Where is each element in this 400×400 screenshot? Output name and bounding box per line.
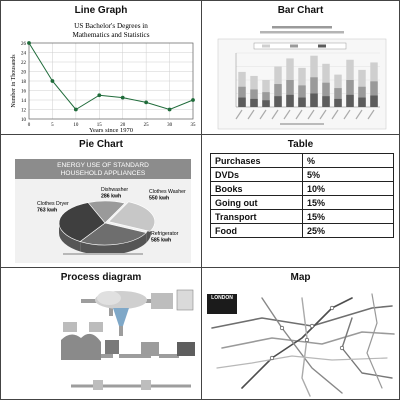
- table-title: Table: [287, 139, 314, 150]
- pie-slice-label: Dishwasher: [101, 187, 129, 193]
- station-marker: [305, 338, 309, 342]
- x-tick-label: 5: [51, 123, 54, 128]
- bar-low-segment: [370, 96, 377, 107]
- station-marker: [340, 346, 344, 350]
- table-cell-value: 10%: [303, 182, 394, 196]
- london-logo-text: LONDON: [211, 295, 233, 301]
- x-tick-label: 25: [143, 123, 149, 128]
- bar-low-segment: [310, 94, 317, 108]
- landscape-icon: [61, 334, 101, 360]
- table-cell-value: 15%: [303, 196, 394, 210]
- y-tick-label: 20: [21, 70, 26, 76]
- x-tick-label: 20: [120, 123, 126, 128]
- station-marker: [310, 324, 314, 328]
- pie-chart-panel: [0, 134, 202, 268]
- table-cell-value: 5%: [303, 168, 394, 182]
- transit-map: [202, 268, 399, 399]
- table-cell-label: Purchases: [211, 154, 303, 168]
- process-title: Process diagram: [60, 272, 142, 283]
- y-tick-label: 22: [21, 60, 26, 66]
- figure-title-block: [272, 26, 332, 29]
- figure-footnote-block: [280, 123, 324, 125]
- pie-slice-value: 763 kwh: [37, 207, 58, 214]
- bar-low-segment: [274, 96, 281, 107]
- bar-low-segment: [238, 98, 245, 107]
- x-tick-label: 35: [190, 123, 196, 128]
- data-point: [168, 108, 172, 112]
- legend-swatch: [290, 45, 298, 48]
- y-axis-label: Number in Thousands: [11, 54, 17, 108]
- legend-swatch: [262, 45, 270, 48]
- map-panel: [201, 267, 400, 400]
- pie-chart-title: Pie Chart: [79, 139, 123, 150]
- bar-low-segment: [322, 96, 329, 107]
- map-line: [242, 298, 352, 388]
- table-cell-label: Food: [211, 224, 303, 238]
- data-point: [121, 96, 125, 100]
- map-line: [212, 306, 392, 328]
- table-cell-label: Transport: [211, 210, 303, 224]
- table-row: [211, 196, 394, 210]
- table-panel: [201, 134, 400, 268]
- data-point: [191, 98, 195, 102]
- bar-low-segment: [286, 95, 293, 107]
- map-line: [302, 298, 310, 396]
- table-cell-label: Going out: [211, 196, 303, 210]
- chart-title: Mathematics and Statistics: [72, 31, 150, 39]
- y-tick-label: 12: [21, 108, 26, 114]
- x-tick-label: 0: [27, 123, 31, 128]
- x-tick-label: 30: [167, 123, 173, 128]
- data-point: [51, 79, 55, 83]
- station-marker: [330, 306, 334, 310]
- bar-chart: [202, 1, 399, 134]
- pie-slice-label: Clothes Dryer: [37, 201, 69, 207]
- line-graph-title: Line Graph: [74, 5, 128, 16]
- station-marker: [270, 356, 274, 360]
- pie-slice-label: Refrigerator: [151, 231, 179, 237]
- x-axis-label: Years since 1970: [88, 127, 134, 134]
- pie-slice-value: 550 kwh: [149, 195, 170, 202]
- purchases-table: [210, 153, 394, 238]
- map-title: Map: [290, 272, 311, 283]
- table-row: [211, 210, 394, 224]
- y-tick-label: 10: [21, 117, 26, 123]
- funnel-icon: [113, 308, 129, 326]
- bar-low-segment: [250, 99, 257, 107]
- bar-chart-panel: [201, 0, 400, 135]
- table-cell-value: 25%: [303, 224, 394, 238]
- chart-title: US Bachelor's Degrees in: [74, 22, 148, 30]
- pie-chart: [1, 135, 201, 267]
- data-point: [97, 93, 101, 97]
- x-tick-label: 15: [96, 123, 102, 128]
- bar-low-segment: [298, 98, 305, 107]
- pie-slice-label: Clothes Washer: [149, 189, 186, 195]
- pie-title: HOUSEHOLD APPLIANCES: [60, 170, 146, 177]
- table-row: [211, 154, 394, 168]
- pie-footnote-block: [63, 253, 143, 255]
- y-tick-label: 24: [21, 51, 26, 57]
- pie-slice-value: 286 kwh: [101, 193, 122, 200]
- bar-low-segment: [262, 100, 269, 107]
- line-graph-panel: [0, 0, 202, 135]
- y-tick-label: 26: [21, 41, 26, 47]
- table-row: [211, 224, 394, 238]
- y-tick-label: 18: [21, 79, 26, 85]
- building-icon: [151, 293, 173, 309]
- y-tick-label: 16: [21, 89, 26, 95]
- figure-subtitle-block: [260, 31, 344, 34]
- bar-chart-title: Bar Chart: [277, 5, 324, 16]
- table-row: [211, 182, 394, 196]
- storage-block-icon: [177, 342, 195, 356]
- bar-low-segment: [358, 98, 365, 107]
- process-diagram: [1, 268, 201, 399]
- station-marker: [280, 326, 284, 330]
- bar-low-segment: [346, 95, 353, 107]
- pie-slice-value: 585 kwh: [151, 237, 172, 244]
- pie-title: ENERGY USE OF STANDARD: [57, 162, 149, 169]
- data-point: [144, 100, 148, 104]
- map-line: [342, 318, 392, 378]
- sensor-icon: [63, 322, 77, 332]
- table-cell-value: 15%: [303, 210, 394, 224]
- line-chart: [1, 1, 201, 134]
- bar-low-segment: [334, 99, 341, 107]
- table-row: [211, 168, 394, 182]
- table-cell-label: Books: [211, 182, 303, 196]
- series-line: [29, 43, 193, 110]
- x-tick-label: 10: [73, 123, 79, 128]
- data-point: [74, 108, 78, 112]
- table-cell-label: DVDs: [211, 168, 303, 182]
- bottles-icon: [177, 290, 193, 310]
- y-tick-label: 14: [21, 98, 26, 104]
- process-panel: [0, 267, 202, 400]
- map-line: [217, 356, 387, 368]
- table-cell-value: %: [303, 154, 394, 168]
- legend-swatch: [318, 45, 326, 48]
- data-point: [27, 41, 31, 45]
- treatment-block-icon: [141, 342, 159, 356]
- tank-icon: [105, 340, 119, 354]
